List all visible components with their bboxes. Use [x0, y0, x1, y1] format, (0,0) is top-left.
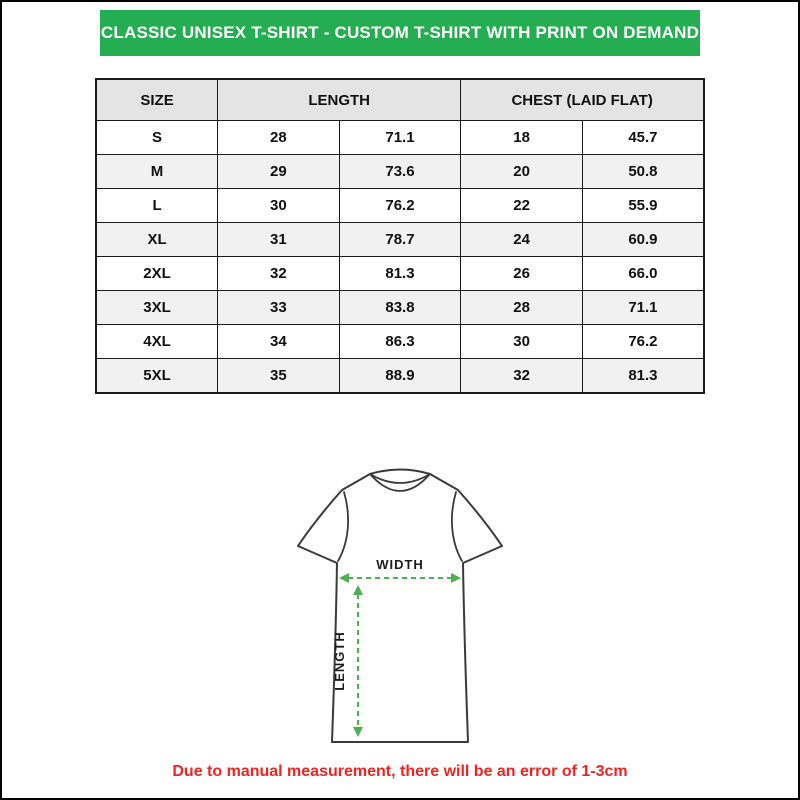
- size-cell: S: [96, 121, 218, 155]
- chest-in-cell: 22: [461, 189, 583, 223]
- chest-in-cell: 30: [461, 325, 583, 359]
- length-in-cell: 30: [218, 189, 340, 223]
- size-cell: L: [96, 189, 218, 223]
- column-header-chest: CHEST (LAID FLAT): [461, 79, 704, 121]
- chest-in-cell: 24: [461, 223, 583, 257]
- length-cm-cell: 76.2: [339, 189, 461, 223]
- size-chart-table: [95, 78, 705, 394]
- table-row: [96, 189, 704, 223]
- table-header-row: [96, 79, 704, 121]
- length-cm-cell: 81.3: [339, 257, 461, 291]
- table-row: [96, 291, 704, 325]
- title-banner: [100, 10, 700, 56]
- chest-cm-cell: 81.3: [582, 359, 704, 394]
- length-in-cell: 32: [218, 257, 340, 291]
- chest-cm-cell: 45.7: [582, 121, 704, 155]
- length-in-cell: 28: [218, 121, 340, 155]
- size-cell: M: [96, 155, 218, 189]
- table-row: [96, 325, 704, 359]
- length-cm-cell: 88.9: [339, 359, 461, 394]
- length-in-cell: 33: [218, 291, 340, 325]
- width-label: WIDTH: [376, 557, 424, 572]
- table-row: [96, 223, 704, 257]
- length-in-cell: 34: [218, 325, 340, 359]
- length-cm-cell: 71.1: [339, 121, 461, 155]
- length-in-cell: 29: [218, 155, 340, 189]
- chest-in-cell: 20: [461, 155, 583, 189]
- column-header-length: LENGTH: [218, 79, 461, 121]
- measurement-note: Due to manual measurement, there will be an error of 1-3cm: [172, 763, 628, 780]
- size-cell: XL: [96, 223, 218, 257]
- size-cell: 2XL: [96, 257, 218, 291]
- length-cm-cell: 86.3: [339, 325, 461, 359]
- tshirt-measurement-diagram: [250, 446, 550, 763]
- chest-in-cell: 26: [461, 257, 583, 291]
- length-label: LENGTH: [332, 631, 347, 691]
- chest-in-cell: 28: [461, 291, 583, 325]
- table-row: [96, 155, 704, 189]
- length-in-cell: 35: [218, 359, 340, 394]
- chest-in-cell: 32: [461, 359, 583, 394]
- chest-cm-cell: 71.1: [582, 291, 704, 325]
- length-in-cell: 31: [218, 223, 340, 257]
- size-cell: 3XL: [96, 291, 218, 325]
- chest-cm-cell: 55.9: [582, 189, 704, 223]
- column-header-size: SIZE: [96, 79, 218, 121]
- chest-cm-cell: 66.0: [582, 257, 704, 291]
- length-cm-cell: 83.8: [339, 291, 461, 325]
- page-title: CLASSIC UNISEX T-SHIRT - CUSTOM T-SHIRT WITH PRINT ON DEMAND: [100, 23, 700, 42]
- tshirt-diagram-svg: [250, 446, 550, 758]
- tshirt-outline: [298, 470, 502, 743]
- size-cell: 4XL: [96, 325, 218, 359]
- table-row: [96, 121, 704, 155]
- table-row: [96, 359, 704, 394]
- table-row: [96, 257, 704, 291]
- chest-cm-cell: 50.8: [582, 155, 704, 189]
- length-cm-cell: 73.6: [339, 155, 461, 189]
- chest-in-cell: 18: [461, 121, 583, 155]
- chest-cm-cell: 60.9: [582, 223, 704, 257]
- size-cell: 5XL: [96, 359, 218, 394]
- chest-cm-cell: 76.2: [582, 325, 704, 359]
- length-cm-cell: 78.7: [339, 223, 461, 257]
